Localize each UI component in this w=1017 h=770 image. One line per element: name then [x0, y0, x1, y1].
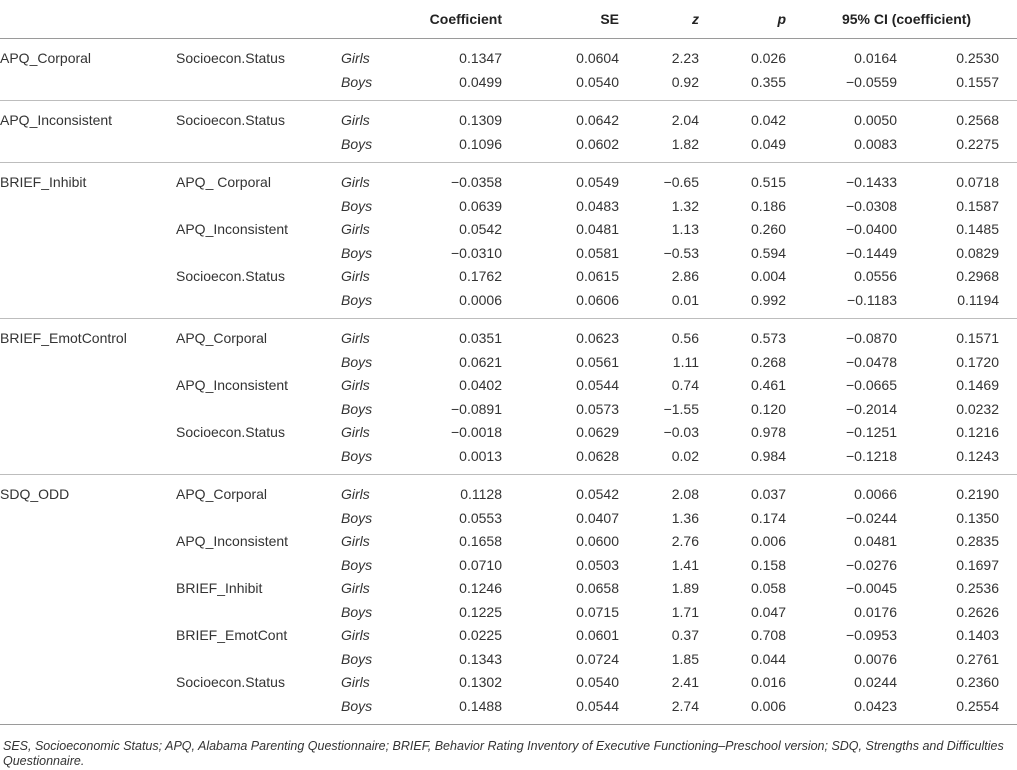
table-row: [0, 351, 1017, 375]
z-cell: −0.53: [663, 244, 699, 261]
p-cell: 0.026: [750, 50, 786, 66]
measure-cell: [0, 445, 176, 475]
se-cell: 0.0601: [576, 627, 619, 643]
p-cell: 0.268: [750, 353, 786, 370]
measure-cell: [0, 577, 176, 601]
ci-high-cell: 0.2568: [956, 112, 1000, 128]
ci-high-cell: 0.1720: [956, 353, 1000, 370]
p-cell: 0.047: [750, 603, 786, 620]
coefficient-cell: 0.1347: [459, 50, 502, 66]
predictor-cell: [176, 648, 341, 672]
ci-low-cell: 0.0556: [854, 268, 897, 284]
measure-cell: [0, 530, 176, 554]
ci-high-cell: 0.1571: [956, 330, 1000, 346]
p-cell: 0.058: [750, 580, 786, 596]
z-cell: 1.89: [671, 580, 699, 596]
ci-low-cell: −0.0308: [846, 197, 897, 214]
sex-cell: Boys: [341, 71, 413, 101]
predictor-cell: [176, 71, 341, 101]
coefficient-cell: 0.0553: [459, 509, 502, 526]
ci-high-cell: 0.2360: [956, 674, 1000, 690]
ci-low-cell: 0.0050: [854, 112, 897, 128]
z-cell: −0.65: [663, 174, 699, 190]
z-cell: 0.92: [621, 71, 717, 101]
measure-cell: [0, 601, 176, 625]
p-cell: 0.120: [750, 400, 786, 417]
predictor-cell: APQ_Inconsistent: [176, 533, 289, 549]
coefficient-cell: 0.1246: [459, 580, 502, 596]
table-row: [0, 421, 1017, 445]
se-cell: 0.0503: [576, 556, 619, 573]
sex-cell: Boys: [341, 353, 373, 370]
table-row: [0, 507, 1017, 531]
p-cell: 0.049: [717, 133, 790, 163]
predictor-cell: Socioecon.Status: [176, 674, 285, 690]
ci-low-cell: −0.0665: [846, 377, 897, 393]
predictor-cell: [176, 289, 341, 319]
ci-low-cell: −0.1251: [846, 424, 897, 440]
p-cell: 0.174: [750, 509, 786, 526]
predictor-cell: [176, 601, 341, 625]
ci-high-cell: 0.2536: [956, 580, 1000, 596]
coefficient-cell: 0.0402: [459, 377, 502, 393]
table-footnote: SES, Socioeconomic Status; APQ, Alabama Parenting Questionnaire; BRIEF, Behavior Rating Inventory of Executive Functioning–Preschool version; SDQ, Strengths and Difficulties Questionnaire.: [3, 739, 1004, 768]
sex-cell: Girls: [341, 377, 370, 393]
ci-low-cell: −0.0478: [846, 353, 897, 370]
se-cell: 0.0724: [576, 650, 619, 667]
p-cell: 0.260: [750, 221, 786, 237]
coefficient-cell: −0.0358: [451, 174, 502, 190]
measure-cell: [0, 648, 176, 672]
ci-low-cell: 0.0076: [854, 650, 897, 667]
ci-high-cell: 0.1350: [956, 509, 1000, 526]
sex-cell: Girls: [341, 424, 370, 440]
measure-cell: [0, 624, 176, 648]
coefficient-cell: 0.0621: [459, 353, 502, 370]
p-cell: 0.042: [750, 112, 786, 128]
ci-low-cell: −0.2014: [846, 400, 897, 417]
se-cell: 0.0642: [576, 112, 619, 128]
se-cell: 0.0549: [576, 174, 619, 190]
sex-cell: Boys: [341, 445, 413, 475]
coefficient-cell: 0.1658: [459, 533, 502, 549]
sex-cell: Boys: [341, 133, 413, 163]
table-row: [0, 577, 1017, 601]
z-cell: −1.55: [663, 400, 699, 417]
ci-high-cell: 0.2530: [956, 50, 1000, 66]
z-cell: 2.08: [671, 486, 699, 502]
z-cell: 0.74: [671, 377, 699, 393]
coefficient-cell: 0.0639: [459, 197, 502, 214]
measure-cell: [0, 265, 176, 289]
measure-cell: [0, 554, 176, 578]
z-cell: 1.82: [621, 133, 717, 163]
se-cell: 0.0481: [576, 221, 619, 237]
table-row: [0, 133, 1017, 163]
header-row: [0, 0, 1017, 39]
ci-low-cell: 0.0423: [790, 695, 905, 725]
p-cell: 0.004: [750, 268, 786, 284]
sex-cell: Girls: [341, 674, 370, 690]
measure-cell: BRIEF_Inhibit: [0, 174, 87, 190]
p-cell: 0.158: [750, 556, 786, 573]
ci-high-cell: 0.2968: [956, 268, 1000, 284]
ci-high-cell: 0.1403: [956, 627, 1000, 643]
sex-cell: Girls: [341, 330, 370, 346]
table-row: [0, 39, 1017, 71]
z-cell: 2.74: [621, 695, 717, 725]
ci-low-cell: 0.0066: [854, 486, 897, 502]
measure-cell: [0, 671, 176, 695]
table-row: [0, 242, 1017, 266]
se-cell: 0.0658: [576, 580, 619, 596]
coefficient-cell: 0.1096: [413, 133, 507, 163]
coefficient-cell: 0.1302: [459, 674, 502, 690]
sex-cell: Boys: [341, 289, 413, 319]
measure-cell: [0, 695, 176, 725]
p-cell: 0.992: [717, 289, 790, 319]
se-cell: 0.0540: [576, 674, 619, 690]
ci-low-cell: 0.0083: [790, 133, 905, 163]
ci-low-cell: −0.0045: [846, 580, 897, 596]
table-row: [0, 445, 1017, 475]
coefficient-cell: 0.0542: [459, 221, 502, 237]
measure-cell: [0, 421, 176, 445]
z-cell: 1.13: [671, 221, 699, 237]
predictor-cell: [176, 351, 341, 375]
ci-low-cell: 0.0244: [854, 674, 897, 690]
predictor-cell: APQ_Corporal: [176, 330, 268, 346]
z-cell: 2.76: [671, 533, 699, 549]
ci-high-cell: 0.2190: [956, 486, 1000, 502]
predictor-cell: [176, 195, 341, 219]
ci-high-cell: 0.2554: [905, 695, 1017, 725]
p-cell: 0.037: [750, 486, 786, 502]
coefficient-cell: 0.0225: [459, 627, 502, 643]
sex-cell: Girls: [341, 580, 370, 596]
ci-low-cell: −0.1218: [790, 445, 905, 475]
measure-cell: [0, 374, 176, 398]
ci-low-cell: −0.0870: [846, 330, 897, 346]
z-cell: −0.03: [663, 424, 699, 440]
z-cell: 1.36: [671, 509, 699, 526]
table-row: [0, 695, 1017, 725]
se-cell: 0.0581: [576, 244, 619, 261]
sex-cell: Boys: [341, 509, 373, 526]
table-row: [0, 289, 1017, 319]
measure-cell: APQ_Corporal: [0, 50, 92, 66]
ci-low-cell: 0.0176: [854, 603, 897, 620]
ci-high-cell: 0.1216: [956, 424, 1000, 440]
p-cell: 0.006: [750, 533, 786, 549]
coefficient-cell: 0.1128: [460, 486, 502, 502]
se-cell: 0.0606: [507, 289, 621, 319]
p-cell: 0.984: [717, 445, 790, 475]
z-cell: 2.04: [671, 112, 699, 128]
ci-high-cell: 0.2626: [956, 603, 1000, 620]
table-row: [0, 624, 1017, 648]
predictor-cell: [176, 133, 341, 163]
measure-cell: [0, 242, 176, 266]
coefficient-cell: 0.0499: [413, 71, 507, 101]
p-cell: 0.708: [750, 627, 786, 643]
measure-cell: [0, 71, 176, 101]
coefficient-cell: −0.0018: [451, 424, 502, 440]
ci-low-cell: −0.0559: [790, 71, 905, 101]
predictor-cell: [176, 554, 341, 578]
p-cell: 0.594: [750, 244, 786, 261]
predictor-cell: [176, 445, 341, 475]
predictor-cell: BRIEF_EmotCont: [176, 627, 288, 643]
table-row: [0, 475, 1017, 507]
p-cell: 0.355: [717, 71, 790, 101]
predictor-cell: APQ_Inconsistent: [176, 221, 289, 237]
header-ci: 95% CI (coefficient): [790, 0, 1017, 39]
measure-cell: [0, 195, 176, 219]
sex-cell: Girls: [341, 268, 370, 284]
measure-cell: [0, 351, 176, 375]
table-row: [0, 319, 1017, 351]
ci-high-cell: 0.1469: [956, 377, 1000, 393]
p-cell: 0.573: [750, 330, 786, 346]
coefficient-cell: 0.1343: [459, 650, 502, 667]
header-se: SE: [507, 0, 621, 39]
table-row: [0, 671, 1017, 695]
ci-low-cell: 0.0481: [854, 533, 897, 549]
predictor-cell: APQ_Corporal: [176, 486, 268, 502]
p-cell: 0.186: [750, 197, 786, 214]
coefficient-cell: 0.0710: [459, 556, 502, 573]
ci-high-cell: 0.0718: [956, 174, 1000, 190]
predictor-cell: Socioecon.Status: [176, 50, 285, 66]
predictor-cell: Socioecon.Status: [176, 424, 285, 440]
measure-cell: [0, 218, 176, 242]
sex-cell: Boys: [341, 197, 373, 214]
measure-cell: [0, 398, 176, 422]
sex-cell: Girls: [341, 50, 370, 66]
ci-high-cell: 0.2275: [905, 133, 1017, 163]
measure-cell: [0, 133, 176, 163]
coefficient-cell: −0.0891: [451, 400, 502, 417]
table-row: [0, 554, 1017, 578]
predictor-cell: [176, 507, 341, 531]
predictor-cell: BRIEF_Inhibit: [176, 580, 263, 596]
coefficient-cell: 0.1488: [413, 695, 507, 725]
z-cell: 0.56: [671, 330, 699, 346]
z-cell: 2.41: [671, 674, 699, 690]
sex-cell: Girls: [341, 112, 370, 128]
table-row: [0, 374, 1017, 398]
predictor-cell: [176, 242, 341, 266]
ci-high-cell: 0.0232: [956, 400, 1000, 417]
se-cell: 0.0544: [576, 377, 619, 393]
ci-low-cell: −0.0276: [846, 556, 897, 573]
ci-low-cell: −0.1433: [846, 174, 897, 190]
sex-cell: Girls: [341, 174, 370, 190]
se-cell: 0.0629: [576, 424, 619, 440]
predictor-cell: APQ_Inconsistent: [176, 377, 289, 393]
se-cell: 0.0715: [576, 603, 619, 620]
ci-low-cell: −0.0400: [846, 221, 897, 237]
ci-high-cell: 0.1697: [956, 556, 1000, 573]
se-cell: 0.0540: [507, 71, 621, 101]
se-cell: 0.0604: [576, 50, 619, 66]
p-cell: 0.016: [750, 674, 786, 690]
p-cell: 0.515: [750, 174, 786, 190]
ci-high-cell: 0.2835: [956, 533, 1000, 549]
z-cell: 0.02: [621, 445, 717, 475]
se-cell: 0.0407: [576, 509, 619, 526]
sex-cell: Girls: [341, 533, 370, 549]
coefficient-cell: 0.0006: [413, 289, 507, 319]
z-cell: 1.41: [671, 556, 699, 573]
z-cell: 2.86: [671, 268, 699, 284]
se-cell: 0.0628: [507, 445, 621, 475]
table-row: [0, 71, 1017, 101]
predictor-cell: Socioecon.Status: [176, 268, 285, 284]
coefficient-cell: 0.0351: [459, 330, 502, 346]
z-cell: 1.85: [671, 650, 699, 667]
header-sex: [341, 0, 413, 39]
predictor-cell: APQ_ Corporal: [176, 174, 271, 190]
se-cell: 0.0544: [507, 695, 621, 725]
se-cell: 0.0602: [507, 133, 621, 163]
table-row: [0, 163, 1017, 195]
z-cell: 1.32: [671, 197, 699, 214]
sex-cell: Girls: [341, 221, 370, 237]
table-row: [0, 601, 1017, 625]
se-cell: 0.0542: [576, 486, 619, 502]
coefficient-cell: 0.1762: [459, 268, 502, 284]
measure-cell: APQ_Inconsistent: [0, 112, 113, 128]
predictor-cell: Socioecon.Status: [176, 112, 285, 128]
header-z: z: [621, 0, 717, 39]
sex-cell: Boys: [341, 400, 373, 417]
table-row: [0, 218, 1017, 242]
z-cell: 1.11: [672, 353, 699, 370]
se-cell: 0.0573: [576, 400, 619, 417]
z-cell: 0.01: [621, 289, 717, 319]
sex-cell: Boys: [341, 556, 373, 573]
z-cell: 0.37: [671, 627, 699, 643]
ci-high-cell: 0.0829: [956, 244, 1000, 261]
predictor-cell: [176, 398, 341, 422]
table-body: [0, 39, 1017, 725]
se-cell: 0.0623: [576, 330, 619, 346]
coefficient-cell: 0.1309: [459, 112, 502, 128]
sex-cell: Boys: [341, 603, 373, 620]
ci-low-cell: −0.0953: [846, 627, 897, 643]
p-cell: 0.461: [750, 377, 786, 393]
se-cell: 0.0561: [576, 353, 619, 370]
sex-cell: Girls: [341, 486, 370, 502]
table-row: [0, 530, 1017, 554]
ci-high-cell: 0.1243: [905, 445, 1017, 475]
measure-cell: [0, 507, 176, 531]
se-cell: 0.0483: [576, 197, 619, 214]
ci-high-cell: 0.2761: [956, 650, 1000, 667]
ci-low-cell: −0.1449: [846, 244, 897, 261]
sex-cell: Boys: [341, 650, 373, 667]
table-row: [0, 101, 1017, 133]
coefficient-cell: 0.1225: [459, 603, 502, 620]
z-cell: 2.23: [671, 50, 699, 66]
table-row: [0, 398, 1017, 422]
ci-high-cell: 0.1557: [905, 71, 1017, 101]
header-p: p: [717, 0, 790, 39]
coefficient-cell: −0.0310: [451, 244, 502, 261]
p-cell: 0.006: [717, 695, 790, 725]
sex-cell: Boys: [341, 695, 413, 725]
predictor-cell: [176, 695, 341, 725]
p-cell: 0.978: [750, 424, 786, 440]
header-coefficient: Coefficient: [413, 0, 507, 39]
header-measure: [0, 0, 176, 39]
se-cell: 0.0600: [576, 533, 619, 549]
ci-high-cell: 0.1194: [905, 289, 1017, 319]
table-row: [0, 648, 1017, 672]
measure-cell: [0, 289, 176, 319]
p-cell: 0.044: [750, 650, 786, 667]
sex-cell: Boys: [341, 244, 373, 261]
ci-low-cell: −0.0244: [846, 509, 897, 526]
measure-cell: SDQ_ODD: [0, 486, 70, 502]
ci-high-cell: 0.1587: [956, 197, 1000, 214]
sex-cell: Girls: [341, 627, 370, 643]
ci-low-cell: 0.0164: [854, 50, 897, 66]
ci-high-cell: 0.1485: [956, 221, 1000, 237]
measure-cell: BRIEF_EmotControl: [0, 330, 127, 346]
ci-low-cell: −0.1183: [790, 289, 905, 319]
se-cell: 0.0615: [576, 268, 619, 284]
coefficient-cell: 0.0013: [413, 445, 507, 475]
z-cell: 1.71: [671, 603, 699, 620]
table-header: [0, 0, 1017, 39]
table-row: [0, 195, 1017, 219]
table-row: [0, 265, 1017, 289]
header-predictor: [176, 0, 341, 39]
